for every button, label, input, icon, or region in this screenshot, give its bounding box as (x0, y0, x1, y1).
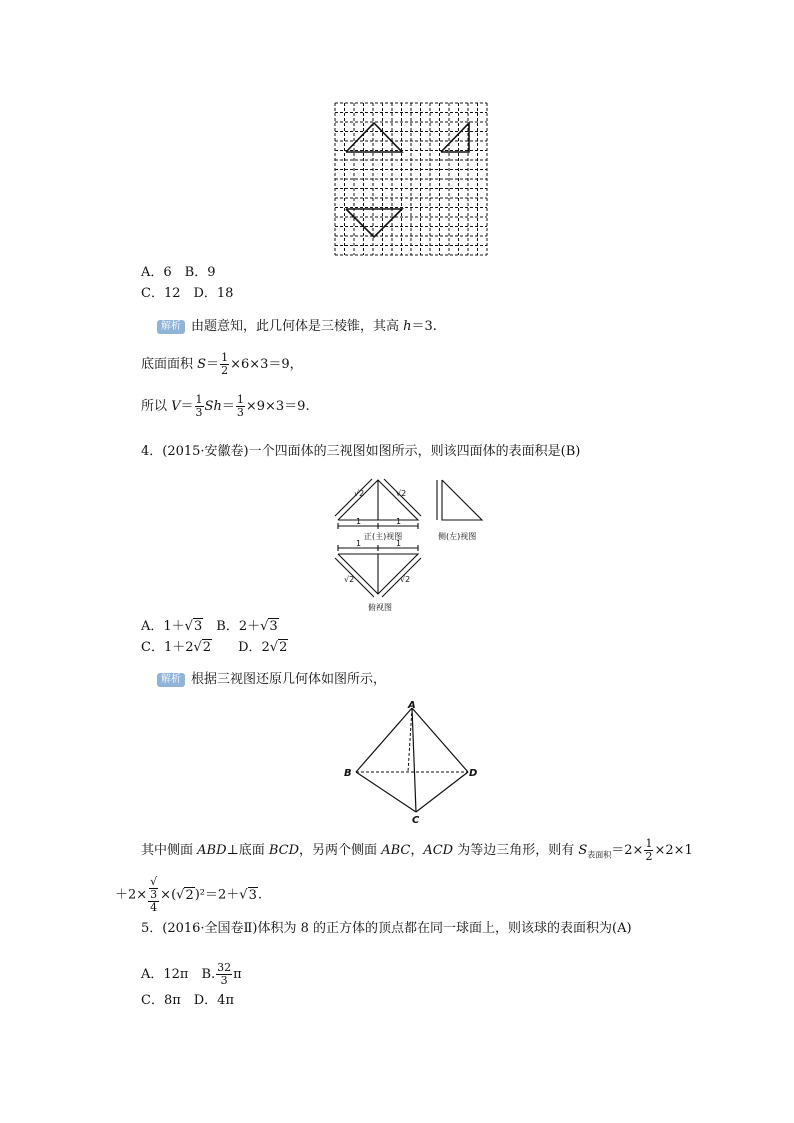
three-view-grid-figure (334, 102, 488, 256)
top-view-label: 俯视图 (368, 603, 392, 612)
dim-root2-label: √2 (344, 575, 355, 584)
q3-options-line1: A．6 B．9 (141, 265, 216, 280)
vertex-d-label: D (469, 768, 478, 779)
vertex-b-label: B (344, 768, 352, 779)
dim-one-label: 1 (396, 539, 402, 548)
analysis-badge: 解析 (157, 673, 185, 687)
front-view-outline (346, 123, 402, 152)
fraction: $\frac{1}{3}$ (236, 393, 244, 419)
dim-one-label: 1 (356, 539, 362, 548)
fraction: √ 3 4 (150, 875, 158, 914)
q3-analysis-line: 解析 由题意知，此几何体是三棱锥，其高 h＝3. (157, 318, 437, 336)
side-view-label: 侧(左)视图 (438, 532, 477, 541)
side-view-shape (442, 480, 482, 520)
vertex-c-label: C (412, 815, 420, 824)
tetrahedron-figure (340, 700, 480, 824)
fraction: $\frac{32}{3}$ (217, 961, 232, 987)
q4-stem: 4．(2015·安徽卷)一个四面体的三视图如图所示，则该四面体的表面积是(B) (141, 444, 581, 459)
q5-options-line1: A．12π B. $\frac{32}{3}$ π (141, 961, 242, 987)
fraction: $\frac{1}{3}$ (195, 393, 203, 419)
dim-one-label: 1 (396, 517, 402, 526)
fraction: $\frac{1}{2}$ (221, 351, 229, 377)
vertex-a-label: A (408, 700, 416, 711)
dim-root2-label: √2 (354, 489, 365, 498)
analysis-badge: 解析 (157, 320, 185, 334)
q4-options-line2: C．1＋2√2 D．2√2 (141, 640, 288, 655)
q5-stem: 5．(2016·全国卷Ⅱ)体积为 8 的正方体的顶点都在同一球面上，则该球的表面积为(A) (141, 921, 632, 936)
q4-analysis-line2: ＋2× √ 3 4 ×(√2)²＝2＋√3. (115, 875, 262, 914)
q4-options-line1: A．1＋√3 B．2＋√3 (141, 619, 278, 634)
dim-root2-label: √2 (396, 489, 407, 498)
q3-options-line2: C．12 D．18 (141, 286, 234, 301)
dim-root2-label: √2 (400, 575, 411, 584)
q4-analysis-line1: 其中侧面 ABD⊥底面 BCD，另两个侧面 ABC，ACD 为等边三角形，则有 $S_{表面积}=2\times$ $\frac{1}{2}$ ×2×1 (141, 837, 693, 863)
q3-volume-line: 所以 V＝ $\frac{1}{3}$ Sh＝ $\frac{1}{3}$ ×9×3＝9. (141, 393, 310, 419)
fraction: $\frac{1}{2}$ (645, 837, 653, 863)
q3-base-area-line: 底面面积 S＝ $\frac{1}{2}$ ×6×3＝9， (141, 351, 303, 377)
q4-analysis-intro: 解析 根据三视图还原几何体如图所示， (157, 671, 386, 689)
three-views-figure (334, 474, 494, 616)
side-view-outline (441, 123, 469, 152)
front-view-label: 正(主)视图 (364, 532, 403, 541)
q5-options-line2: C．8π D．4π (141, 993, 234, 1008)
dim-one-label: 1 (356, 517, 362, 526)
